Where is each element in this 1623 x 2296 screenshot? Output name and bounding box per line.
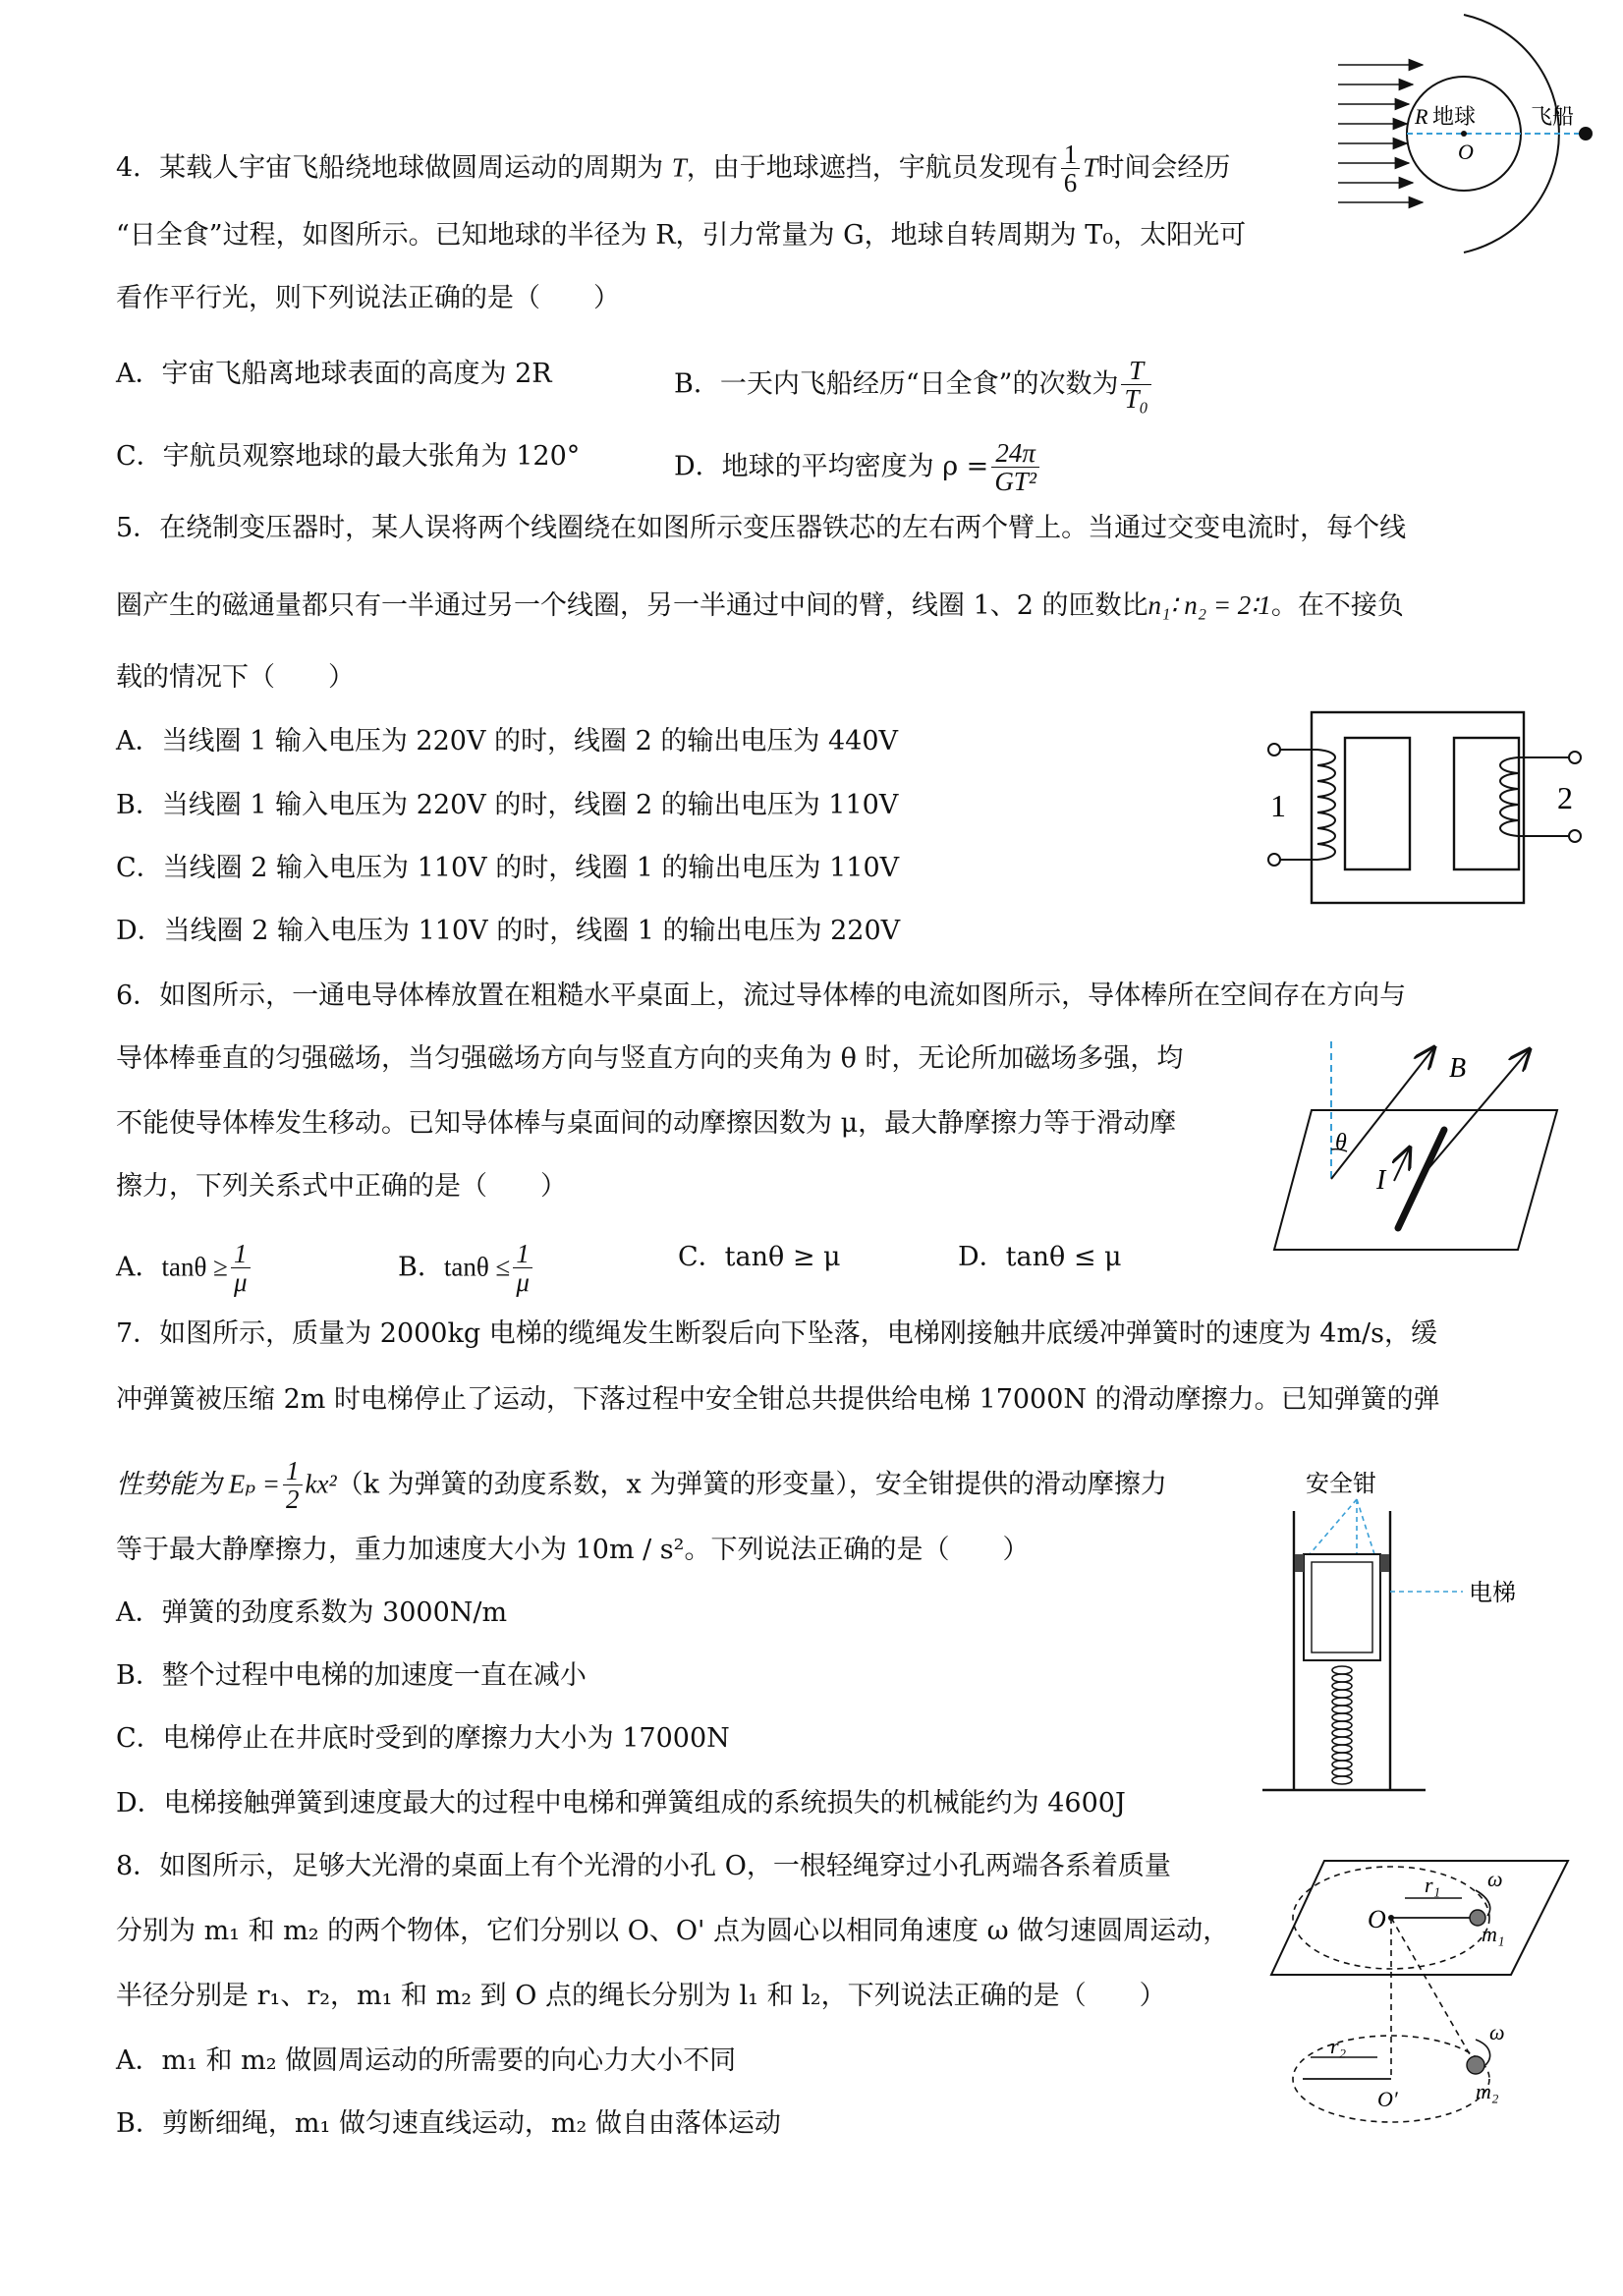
q6-option-b: B．tanθ ≤ $\frac{1}{\mu}$ [398, 1240, 535, 1297]
spacecraft-dot [1579, 127, 1593, 140]
q6-option-a: A．tanθ ≥ $\frac{1}{\mu}$ [116, 1240, 253, 1297]
q8-line2: 分别为 m₁ 和 m₂ 的两个物体，它们分别以 O、O' 点为圆心以相同角速度 ω 做匀速圆周运动， [116, 1916, 1230, 1946]
q4-line2: “日全食”过程，如图所示。已知地球的半径为 R，引力常量为 G，地球自转周期为 T₀，太阳光可 [116, 220, 1247, 251]
q7-option-b: B．整个过程中电梯的加速度一直在减小 [116, 1660, 587, 1691]
table-surface [1274, 1110, 1557, 1250]
q5-option-a: A．当线圈 1 输入电压为 220V 的时，线圈 2 的输出电压为 440V [116, 726, 898, 756]
coil-1 [1304, 750, 1335, 860]
q5-line3: 载的情况下（ ） [116, 662, 355, 693]
q6-line2: 导体棒垂直的匀强磁场，当匀强磁场方向与竖直方向的夹角为 θ 时，无论所加磁场多强，均 [116, 1043, 1184, 1074]
q4-period-T: T [1083, 152, 1098, 183]
q5-line2: 圈产生的磁通量都只有一半通过另一个线圈，另一半通过中间的臂，线圈 1、2 的匝数比n₁∶ n₂ = 2∶1。在不接负 [116, 590, 1404, 621]
coil-2-label: 2 [1557, 780, 1573, 815]
field-line-1 [1331, 1047, 1434, 1179]
m1-label: m₁ [1482, 1922, 1505, 1946]
angle-label: θ [1335, 1130, 1347, 1155]
coil-2 [1500, 757, 1553, 836]
elevator-label: 电梯 [1469, 1581, 1516, 1606]
q4-text: ，由于地球遮挡，宇航员发现有 [686, 152, 1058, 184]
q7-line2: 冲弹簧被压缩 2m 时电梯停止了运动，下落过程中安全钳总共提供给电梯 17000N 的滑动摩擦力。已知弹簧的弹 [116, 1384, 1440, 1415]
q4-text: 4．某载人宇宙飞船绕地球做圆周运动的周期为 [116, 152, 672, 184]
q4-option-d: D．地球的平均密度为 ρ = $\frac{24\pi}{\text{GT²}}$ [674, 439, 1042, 496]
q4-optd-fraction: $\frac{24\pi}{\text{GT²}}$ [991, 439, 1039, 496]
hole-label: O [1368, 1905, 1386, 1933]
core-outer [1312, 712, 1524, 903]
q6-option-d: D．tanθ ≤ μ [958, 1242, 1122, 1272]
center-o-prime-label: O′ [1377, 2087, 1398, 2111]
center-label: O [1458, 140, 1474, 164]
clamp-left [1295, 1554, 1304, 1572]
q7-elevator-figure [1262, 1464, 1567, 1798]
q4-text: 时间会经历 [1097, 152, 1231, 184]
rope-to-m2 [1391, 1918, 1474, 2061]
earth-label: 地球 [1432, 104, 1477, 129]
current-arrow [1394, 1148, 1410, 1181]
q4-earth-figure [1336, 10, 1623, 255]
q5-line1: 5．在绕制变压器时，某人误将两个线圈绕在如图所示变压器铁芯的左右两个臂上。当通过交变电流时，每个线 [116, 513, 1407, 543]
q5-turns-ratio: n₁∶ n₂ = 2∶1 [1147, 590, 1271, 620]
clamp-label: 安全钳 [1306, 1472, 1376, 1497]
q7-line4: 等于最大静摩擦力，重力加速度大小为 10m / s²。下列说法正确的是（ ） [116, 1535, 1030, 1565]
q4-optb-fraction: $\frac{T}{\text{T₀}}$ [1121, 357, 1150, 414]
q5-option-b: B．当线圈 1 输入电压为 220V 的时，线圈 2 的输出电压为 110V [116, 790, 899, 820]
core-window-left [1345, 738, 1410, 869]
q4-option-b: B．一天内飞船经历“日全食”的次数为 $\frac{T}{\text{T₀}}$ [674, 357, 1154, 414]
q7-option-d: D．电梯接触弹簧到速度最大的过程中电梯和弹簧组成的系统损失的机械能约为 4600J [116, 1788, 1126, 1819]
r2-label: r₂ [1330, 2034, 1347, 2058]
q8-option-a: A．m₁ 和 m₂ 做圆周运动的所需要的向心力大小不同 [116, 2045, 737, 2076]
field-line-2 [1420, 1049, 1530, 1179]
field-label: B [1449, 1053, 1467, 1084]
q8-line3: 半径分别是 r₁、r₂，m₁ 和 m₂ 到 O 点的绳长分别为 l₁ 和 l₂，下列说法正确的是（ ） [116, 1981, 1166, 2011]
q4-fraction: $\frac{1}{6}$ [1061, 140, 1081, 197]
spacecraft-label: 飞船 [1531, 104, 1575, 129]
q5-transformer-figure [1262, 702, 1587, 919]
buffer-spring [1332, 1666, 1352, 1784]
q7-option-a: A．弹簧的劲度系数为 3000N/m [116, 1597, 508, 1628]
q7-option-c: C．电梯停止在井底时受到的摩擦力大小为 17000N [116, 1723, 730, 1754]
current-label: I [1376, 1165, 1386, 1196]
q6-line4: 擦力，下列关系式中正确的是（ ） [116, 1171, 567, 1202]
q5-option-d: D．当线圈 2 输入电压为 110V 的时，线圈 1 的输出电压为 220V [116, 916, 901, 946]
clamp-right [1380, 1554, 1389, 1572]
omega-2-label: ω [1489, 2020, 1505, 2044]
q4-line1 [116, 140, 1230, 197]
q6-line1: 6．如图所示，一通电导体棒放置在粗糙水平桌面上，流过导体棒的电流如图所示，导体棒所在空间存在方向与 [116, 980, 1407, 1011]
q8-hole-figure [1267, 1847, 1582, 2142]
elevator-car [1304, 1554, 1380, 1660]
q4-option-a: A．宇宙飞船离地球表面的高度为 2R [116, 359, 552, 389]
q8-line1: 8．如图所示，足够大光滑的桌面上有个光滑的小孔 O，一根轻绳穿过小孔两端各系着质量 [116, 1851, 1171, 1881]
omega-1-label: ω [1487, 1867, 1503, 1891]
q6-option-c: C．tanθ ≥ μ [678, 1242, 841, 1272]
q5-option-c: C．当线圈 2 输入电压为 110V 的时，线圈 1 的输出电压为 110V [116, 853, 900, 883]
radius-label: R [1415, 104, 1428, 129]
mass-m2 [1467, 2056, 1484, 2074]
r1-label: r₁ [1425, 1873, 1441, 1897]
coil-1-label: 1 [1270, 788, 1286, 823]
m2-label: m₂ [1476, 2079, 1499, 2103]
q6-line3: 不能使导体棒发生移动。已知导体棒与桌面间的动摩擦因数为 μ，最大静摩擦力等于滑动摩 [116, 1108, 1177, 1139]
q6-conductor-figure [1272, 1032, 1567, 1258]
q7-line3: 性势能为 Eₚ = $\frac{1}{2}$ kx²（k 为弹簧的劲度系数，x 为弹簧的形变量），安全钳提供的滑动摩擦力 [116, 1456, 1167, 1515]
conductor-rod [1398, 1130, 1444, 1228]
q7-line1: 7．如图所示，质量为 2000kg 电梯的缆绳发生断裂后向下坠落，电梯刚接触井底缓冲弹簧时的速度为 4m/s，缓 [116, 1318, 1438, 1349]
q4-line3: 看作平行光，则下列说法正确的是（ ） [116, 283, 620, 313]
q8-option-b: B．剪断细绳，m₁ 做匀速直线运动，m₂ 做自由落体运动 [116, 2108, 781, 2139]
q4-option-c: C．宇航员观察地球的最大张角为 120° [116, 441, 581, 472]
q4-period-T: T [671, 152, 687, 183]
